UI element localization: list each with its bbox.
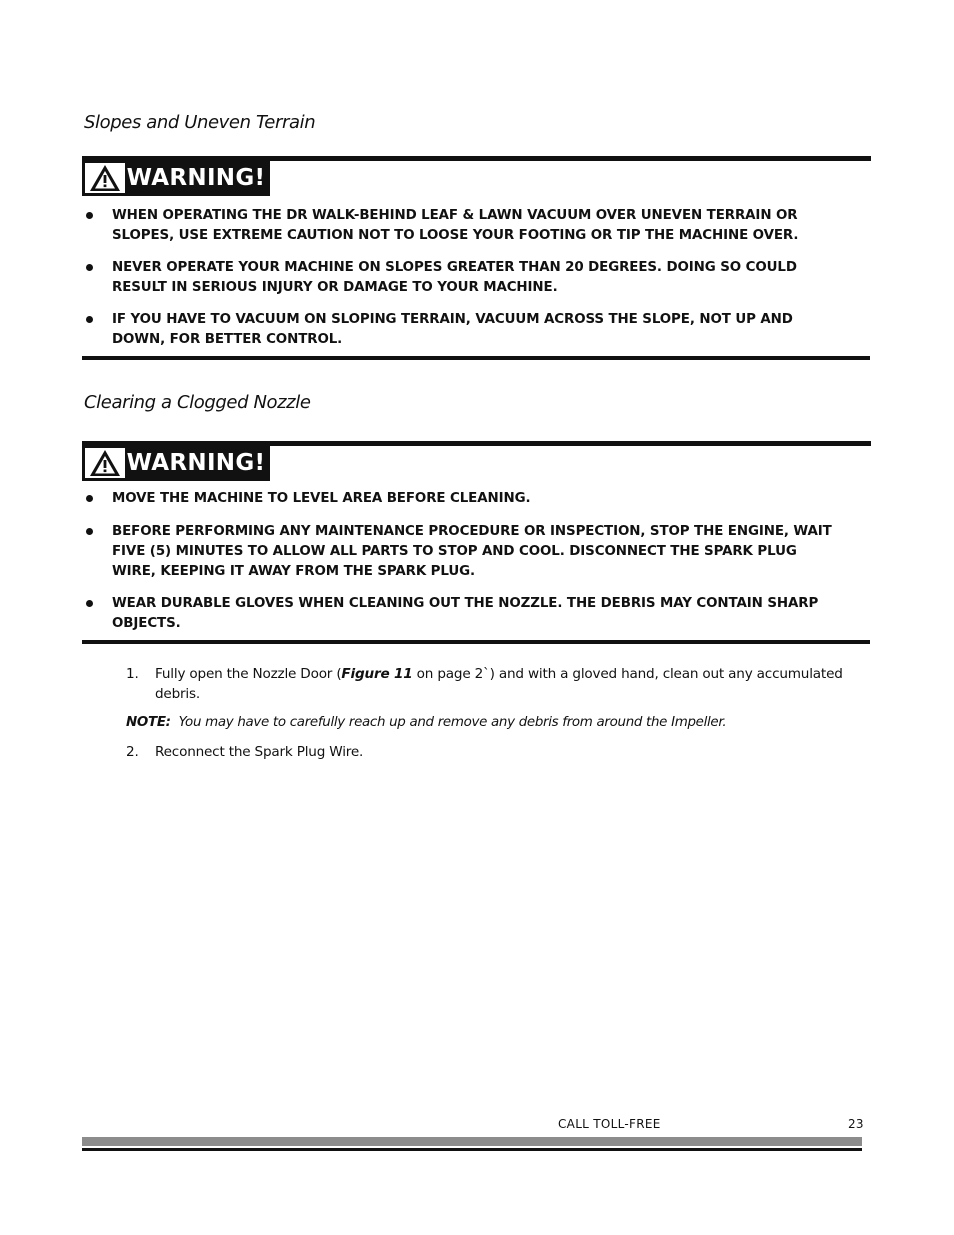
warning-bottom-rule bbox=[82, 356, 870, 360]
page-number: 23 bbox=[848, 1117, 864, 1131]
procedure-step-1 bbox=[126, 664, 866, 704]
figure-reference: Figure 11 bbox=[341, 666, 413, 682]
step-text: on page 2`) and with a gloved hand, clean out any accumulated debris. bbox=[155, 666, 843, 702]
note bbox=[126, 713, 866, 733]
warning-bullet-text: IF YOU HAVE TO VACUUM ON SLOPING TERRAIN, VACUUM ACROSS THE SLOPE, NOT UP AND DOWN, FOR BETTER CONTROL. bbox=[112, 312, 793, 347]
warning-bullet-text: MOVE THE MACHINE TO LEVEL AREA BEFORE CLEANING. bbox=[112, 491, 531, 506]
footer-gray-bar bbox=[82, 1137, 862, 1146]
warning-bullet bbox=[84, 522, 844, 582]
warning-bullet-text: WHEN OPERATING THE DR WALK-BEHIND LEAF & LAWN VACUUM OVER UNEVEN TERRAIN OR SLOPES, USE EXTREME CAUTION NOT TO LOOSE YOUR FOOTING OR TIP THE MACHINE OVER. bbox=[112, 208, 799, 243]
warning-bullet-text: WEAR DURABLE GLOVES WHEN CLEANING OUT THE NOZZLE. THE DEBRIS MAY CONTAIN SHARP OBJECTS. bbox=[112, 596, 819, 631]
warning-triangle-icon bbox=[89, 449, 121, 477]
warning-bullet bbox=[84, 258, 844, 298]
warning-bullet bbox=[84, 310, 844, 350]
warning-bullet-text: BEFORE PERFORMING ANY MAINTENANCE PROCEDURE OR INSPECTION, STOP THE ENGINE, WAIT FIVE (5) MINUTES TO ALLOW ALL PARTS TO STOP AND COOL. DISCONNECT THE SPARK PLUG WIRE, KEEPING IT AWAY FROM THE SPARK PLUG. bbox=[112, 524, 832, 579]
warning-bullet bbox=[84, 594, 844, 634]
bullet-dot bbox=[86, 264, 93, 271]
bullet-dot bbox=[86, 600, 93, 607]
footer-call-toll-free: CALL TOLL-FREE bbox=[558, 1117, 661, 1131]
step-text: Fully open the Nozzle Door ( bbox=[155, 666, 342, 682]
step-item bbox=[126, 742, 866, 762]
warning-bullet bbox=[84, 489, 530, 509]
warning-bottom-rule bbox=[82, 640, 870, 644]
step-text: Reconnect the Spark Plug Wire. bbox=[155, 744, 364, 760]
warning-badge bbox=[82, 160, 270, 196]
warning-triangle-icon bbox=[89, 164, 121, 192]
warning-bullet bbox=[84, 206, 844, 246]
warning-badge bbox=[82, 445, 270, 481]
step-number: 2. bbox=[126, 744, 139, 760]
warning-label: WARNING! bbox=[126, 165, 266, 191]
procedure-step-2 bbox=[126, 742, 866, 762]
bullet-dot bbox=[86, 528, 93, 535]
note-text: You may have to carefully reach up and remove any debris from around the Impeller. bbox=[170, 715, 727, 730]
note-label: NOTE: bbox=[126, 715, 171, 730]
warning-icon-box bbox=[85, 163, 125, 193]
section-title-slopes: Slopes and Uneven Terrain bbox=[84, 112, 316, 133]
step-number: 1. bbox=[126, 666, 139, 682]
bullet-dot bbox=[86, 316, 93, 323]
warning-bullet-text: NEVER OPERATE YOUR MACHINE ON SLOPES GREATER THAN 20 DEGREES. DOING SO COULD RESULT IN SERIOUS INJURY OR DAMAGE TO YOUR MACHINE. bbox=[112, 260, 797, 295]
warning-icon-box bbox=[85, 448, 125, 478]
section-title-nozzle: Clearing a Clogged Nozzle bbox=[84, 392, 311, 413]
footer-black-rule bbox=[82, 1148, 862, 1151]
bullet-dot bbox=[86, 212, 93, 219]
bullet-dot bbox=[86, 495, 93, 502]
warning-label: WARNING! bbox=[126, 450, 266, 476]
step-item bbox=[126, 664, 866, 704]
